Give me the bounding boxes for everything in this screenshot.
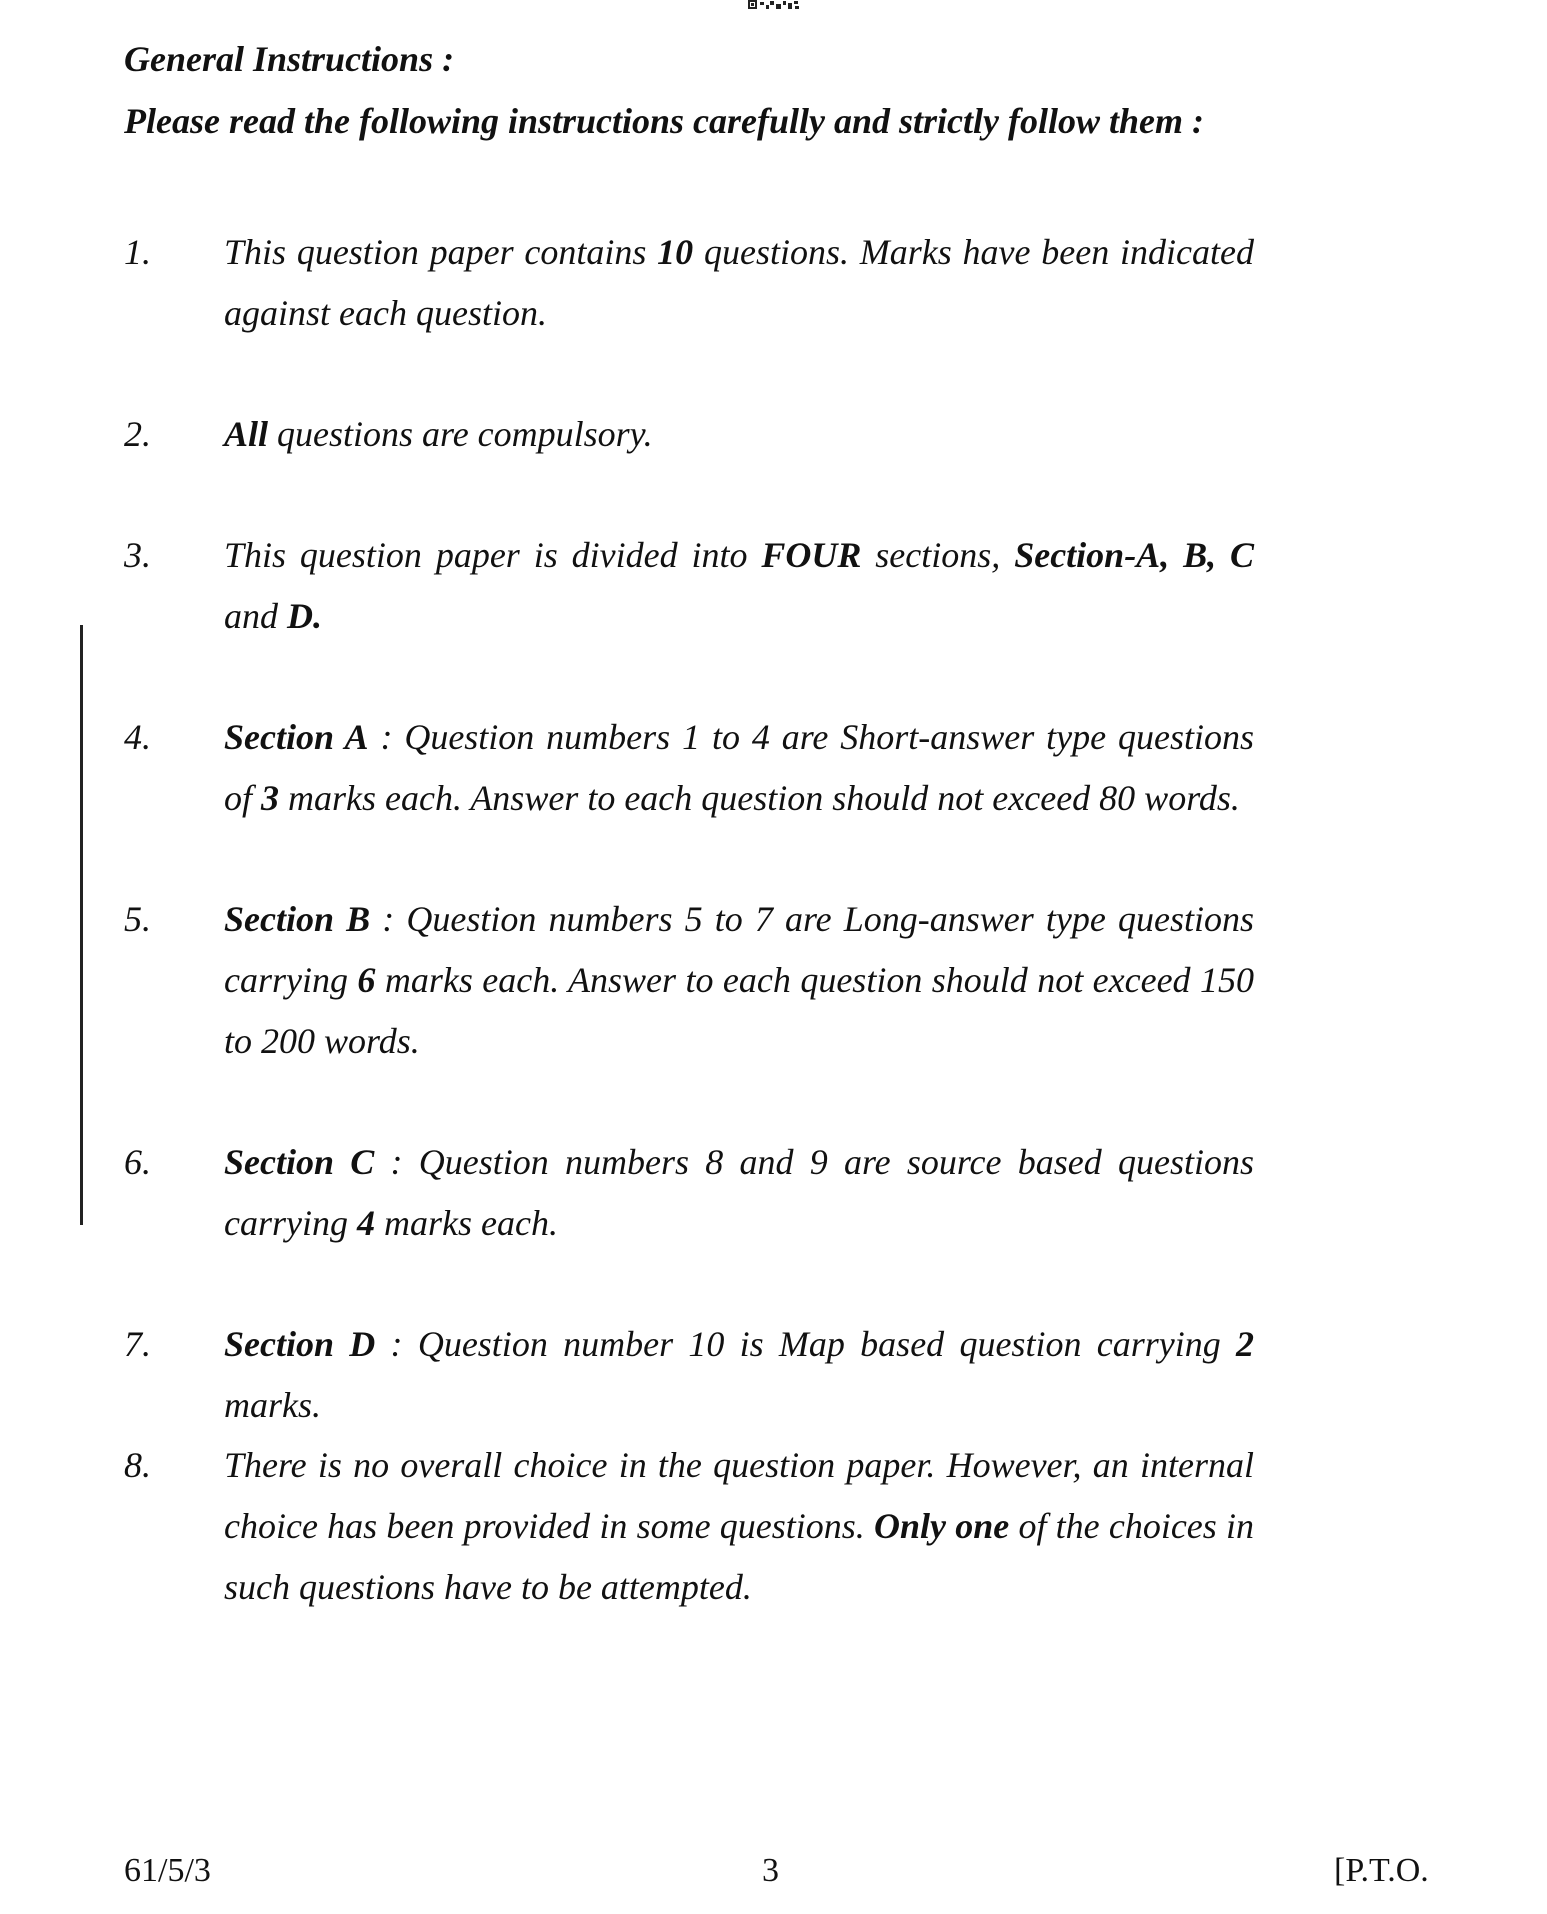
instruction-number: 5. (124, 899, 151, 939)
paper-code: 61/5/3 (124, 1852, 211, 1889)
emphasis-text: Section B (224, 899, 371, 939)
emphasis-text: Only one (874, 1506, 1010, 1546)
instructions-subtitle: Please read the following instructions carefully and strictly follow them : (124, 101, 1205, 141)
instruction-text: Section D : Question number 10 is Map based question carrying 2 marks. (224, 1324, 1254, 1425)
emphasis-text: D. (287, 596, 322, 636)
instruction-number: 3. (124, 535, 151, 575)
instruction-number: 1. (124, 232, 151, 272)
instruction-number: 8. (124, 1445, 151, 1485)
instructions-title: General Instructions : (124, 39, 455, 79)
instruction-text: This question paper is divided into FOUR sections, Section-A, B, C and D. (224, 535, 1255, 636)
instruction-text: Section A : Question numbers 1 to 4 are Short-answer type questions of 3 marks each. Answer to each question should not exceed 80 words. (224, 717, 1254, 818)
emphasis-text: 4 (356, 1203, 375, 1243)
pto-label: [P.T.O. (1334, 1852, 1429, 1889)
emphasis-text: FOUR (761, 535, 862, 575)
emphasis-text: Section C (224, 1142, 375, 1182)
emphasis-text: All (224, 414, 269, 454)
instruction-number: 6. (124, 1142, 151, 1182)
emphasis-text: 3 (261, 778, 280, 818)
instruction-number: 2. (124, 414, 151, 454)
instruction-text: There is no overall choice in the question paper. However, an internal choice has been provided in some questions. Only one of the choices in such questions have to be attempted. (224, 1445, 1255, 1607)
page-number: 3 (762, 1852, 779, 1889)
instruction-number: 7. (124, 1324, 151, 1364)
emphasis-text: 2 (1235, 1324, 1254, 1364)
instruction-text: This question paper contains 10 questions. Marks have been indicated against each question. (224, 232, 1254, 333)
emphasis-text: Section-A, B, C (1014, 535, 1255, 575)
qr-code-fragment (748, 0, 800, 9)
instruction-text: All questions are compulsory. (224, 414, 653, 454)
instruction-number: 4. (124, 717, 151, 757)
emphasis-text: Section A (224, 717, 369, 757)
instruction-text: Section C : Question numbers 8 and 9 are source based questions carrying 4 marks each. (224, 1142, 1254, 1243)
instruction-text: Section B : Question numbers 5 to 7 are Long-answer type questions carrying 6 marks each. Answer to each question should not exceed 150 to 200 words. (224, 899, 1254, 1061)
margin-rule (80, 625, 83, 1225)
emphasis-text: 6 (357, 960, 376, 1000)
emphasis-text: 10 (657, 232, 694, 272)
emphasis-text: Section D (224, 1324, 376, 1364)
